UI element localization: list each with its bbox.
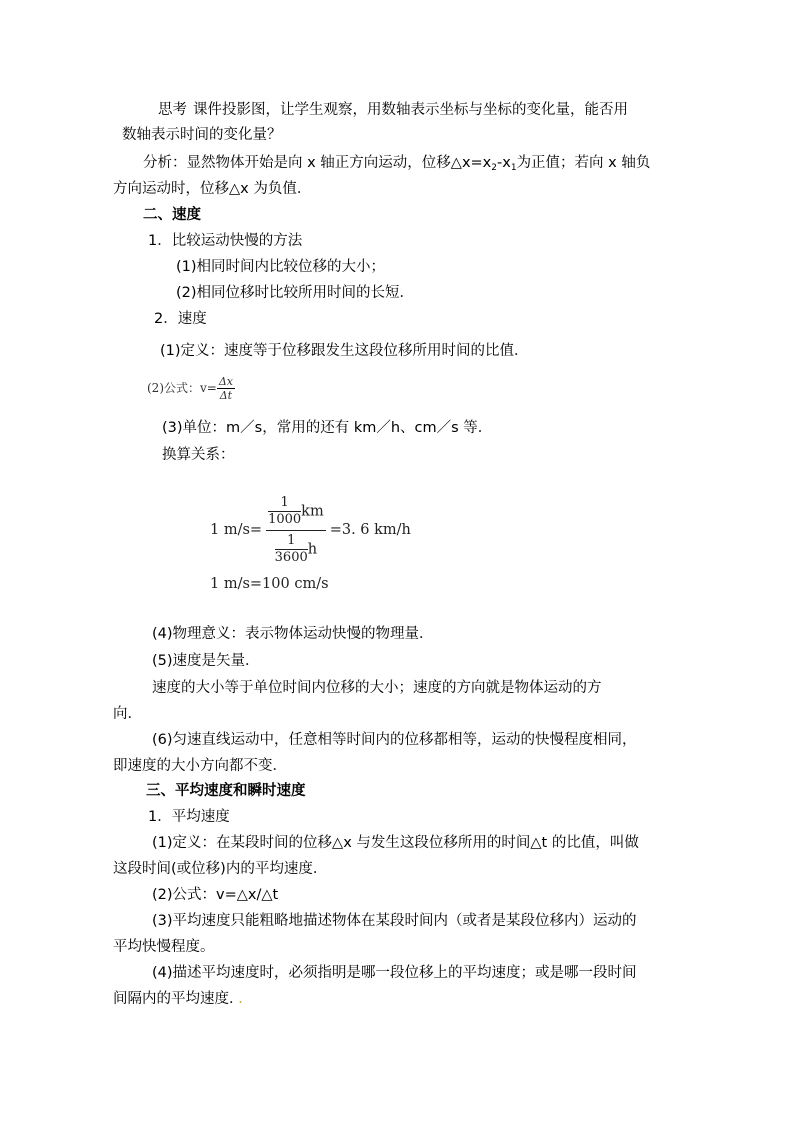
eq1-left: 1 m/s= xyxy=(210,522,263,538)
think-line-2: 数轴表示时间的变化量？ xyxy=(122,127,282,143)
section2-item2: 2．速度 xyxy=(154,311,207,327)
section3-rough-2: 平均快慢程度。 xyxy=(113,939,215,955)
analysis-line-1 xyxy=(143,153,650,178)
section3-formula: (2)公式：v=△x/△t xyxy=(152,887,279,903)
section2-def: (1)定义：速度等于位移跟发生这段位移所用时间的比值． xyxy=(160,343,529,359)
think-line-1 xyxy=(158,100,628,120)
conversion-equation-1 xyxy=(210,494,411,566)
analysis-text-b: 为正值；若向 x 轴负 xyxy=(516,155,651,171)
eq1-big-fraction xyxy=(266,495,326,566)
eq1-right: =3. 6 km/h xyxy=(329,522,411,538)
think-label: 思考 xyxy=(158,102,187,118)
section3-rough-1: (3)平均速度只能粗略地描述物体在某段时间内（或者是某段位移内）运动的 xyxy=(152,913,637,929)
analysis-sub-1: 1 xyxy=(510,163,517,173)
eq1-top-d: 1000 xyxy=(268,511,302,527)
eq1-top-unit: km xyxy=(301,503,324,519)
eq1-bottom xyxy=(266,531,326,566)
analysis-text-a: 分析：显然物体开始是向 x 轴正方向运动，位移△x=x xyxy=(143,155,492,171)
section2-item1-a: (1)相同时间内比较位移的大小； xyxy=(176,259,386,275)
formula-num: Δx xyxy=(218,375,233,388)
eq1-top xyxy=(266,495,326,531)
section3-def-2: 这段时间(或位移)内的平均速度． xyxy=(113,861,328,877)
eq1-bot-fraction xyxy=(275,533,308,566)
section3-item1: 1．平均速度 xyxy=(148,809,230,825)
section2-conversion: 换算关系： xyxy=(162,447,235,463)
section2-uniform-1: (6)匀速直线运动中，任意相等时间内的位移都相等，运动的快慢程度相同， xyxy=(152,732,637,748)
section2-item1-b: (2)相同位移时比较所用时间的长短． xyxy=(176,285,415,301)
section2-formula xyxy=(147,374,235,402)
section3-desc-1: (4)描述平均速度时，必须指明是哪一段位移上的平均速度；或是哪一段时间 xyxy=(152,965,637,981)
section3-heading: 三、平均速度和瞬时速度 xyxy=(146,783,306,799)
analysis-sub-2: 2 xyxy=(491,163,497,173)
section3-desc-2-text: 间隔内的平均速度． xyxy=(113,991,237,1007)
section2-direction-2: 向． xyxy=(113,706,142,722)
section2-meaning: (4)物理意义：表示物体运动快慢的物理量． xyxy=(152,626,434,642)
analysis-dash: -x xyxy=(497,155,511,171)
section2-heading: 二、速度 xyxy=(143,207,201,223)
eq1-bot-n: 1 xyxy=(275,533,308,550)
eq1-bot-d: 3600 xyxy=(274,549,308,565)
section3-trail-mark: ． xyxy=(238,991,253,1007)
formula-den: Δt xyxy=(219,389,233,402)
section2-direction-1: 速度的大小等于单位时间内位移的大小；速度的方向就是物体运动的方 xyxy=(152,680,602,696)
eq1-top-fraction xyxy=(268,495,301,528)
section3-desc-2 xyxy=(113,989,253,1009)
section2-uniform-2: 即速度的大小方向都不变． xyxy=(113,758,287,774)
formula-fraction xyxy=(217,375,235,402)
think-text-1: 课件投影图，让学生观察，用数轴表示坐标与坐标的变化量，能否用 xyxy=(193,102,628,118)
conversion-equation-2: 1 m/s=100 cm/s xyxy=(210,576,329,592)
eq1-top-n: 1 xyxy=(268,495,301,512)
section2-vector: (5)速度是矢量． xyxy=(152,653,260,669)
section2-item1: 1．比较运动快慢的方法 xyxy=(148,233,303,249)
analysis-line-2: 方向运动时，位移△x 为负值． xyxy=(113,181,312,197)
section2-unit: (3)单位：m／s，常用的还有 km／h、cm／s 等． xyxy=(162,420,493,436)
section3-def-1: (1)定义：在某段时间的位移△x 与发生这段位移所用的时间△t 的比值，叫做 xyxy=(152,835,639,851)
eq1-bot-unit: h xyxy=(307,541,318,557)
formula-label: (2)公式：v= xyxy=(147,381,217,395)
